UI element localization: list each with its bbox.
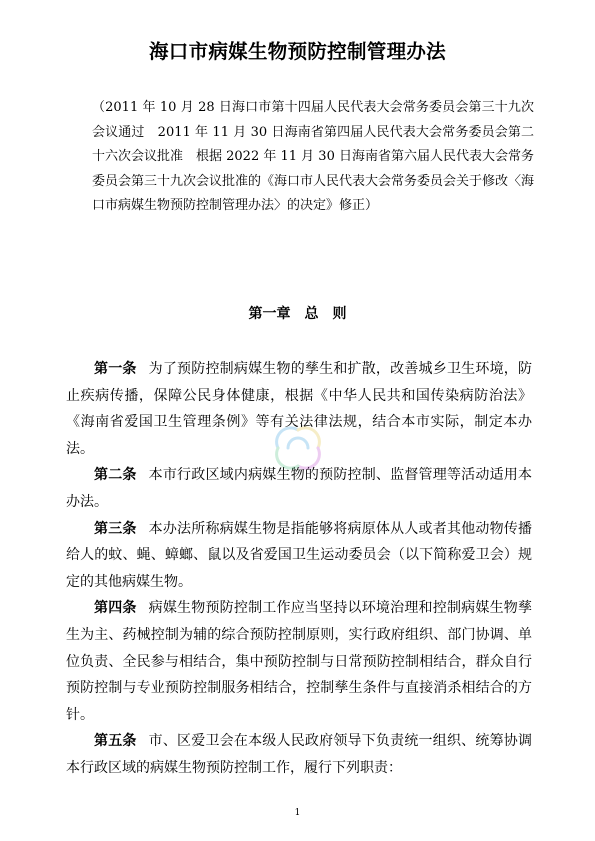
- article-number: 第五条: [94, 733, 137, 750]
- article-number: 第二条: [94, 467, 137, 484]
- page-number: 1: [294, 808, 301, 818]
- article-3: [66, 516, 532, 596]
- document-title: 海口市病媒生物预防控制管理办法: [148, 40, 446, 63]
- article-number: 第一条: [94, 361, 137, 377]
- document-preamble: [66, 96, 534, 219]
- chapter-heading: 第一章 总 则: [248, 306, 347, 322]
- article-text: 市、区爱卫会在本级人民政府领导下负责统一组织、统筹协调本行政区域的病媒生物预防控制工作，履行下列职责：: [66, 733, 533, 776]
- article-number: 第三条: [94, 520, 137, 537]
- article-text: 本办法所称病媒生物是指能够将病原体从人或者其他动物传播给人的蚊、蝇、蟑螂、鼠以及省爱国卫生运动委员会（以下简称爱卫会）规定的其他病媒生物。: [66, 520, 533, 590]
- article-number: 第四条: [94, 600, 137, 617]
- watermark-logo: [268, 418, 328, 478]
- article-5: [66, 728, 532, 781]
- article-text: 病媒生物预防控制工作应当坚持以环境治理和控制病媒生物孳生为主、药械控制为辅的综合预防控制原则，实行政府组织、部门协调、单位负责、全民参与相结合，集中预防控制与日常预防控制相结合，群众自行预防控制与专业预防控制服务相结合，控制孳生条件与直接消杀相结合的方针。: [66, 600, 533, 723]
- article-text: 为了预防控制病媒生物的孳生和扩散，改善城乡卫生环境，防止疾病传播，保障公民身体健康，根据《中华人民共和国传染病防治法》《海南省爱国卫生管理条例》等有关法律法规，结合本市实际，制定本办法。: [66, 361, 533, 457]
- preamble-text: （2011 年 10 月 28 日海口市第十四届人民代表大会常务委员会第三十九次会议通过 2011 年 11 月 30 日海南省第四届人民代表大会常务委员会第二十六次会议批准 根据 2022 年 11 月 30 日海南省第六届人民代表大会常务委员会第三十九次会议批准的《海口市人民代表大会常务委员会关于修改〈海口市病媒生物预防控制管理办法〉的决定》修正）: [92, 100, 535, 213]
- article-4: [66, 595, 532, 728]
- article-text: 本市行政区域内病媒生物的预防控制、监督管理等活动适用本办法。: [66, 467, 533, 510]
